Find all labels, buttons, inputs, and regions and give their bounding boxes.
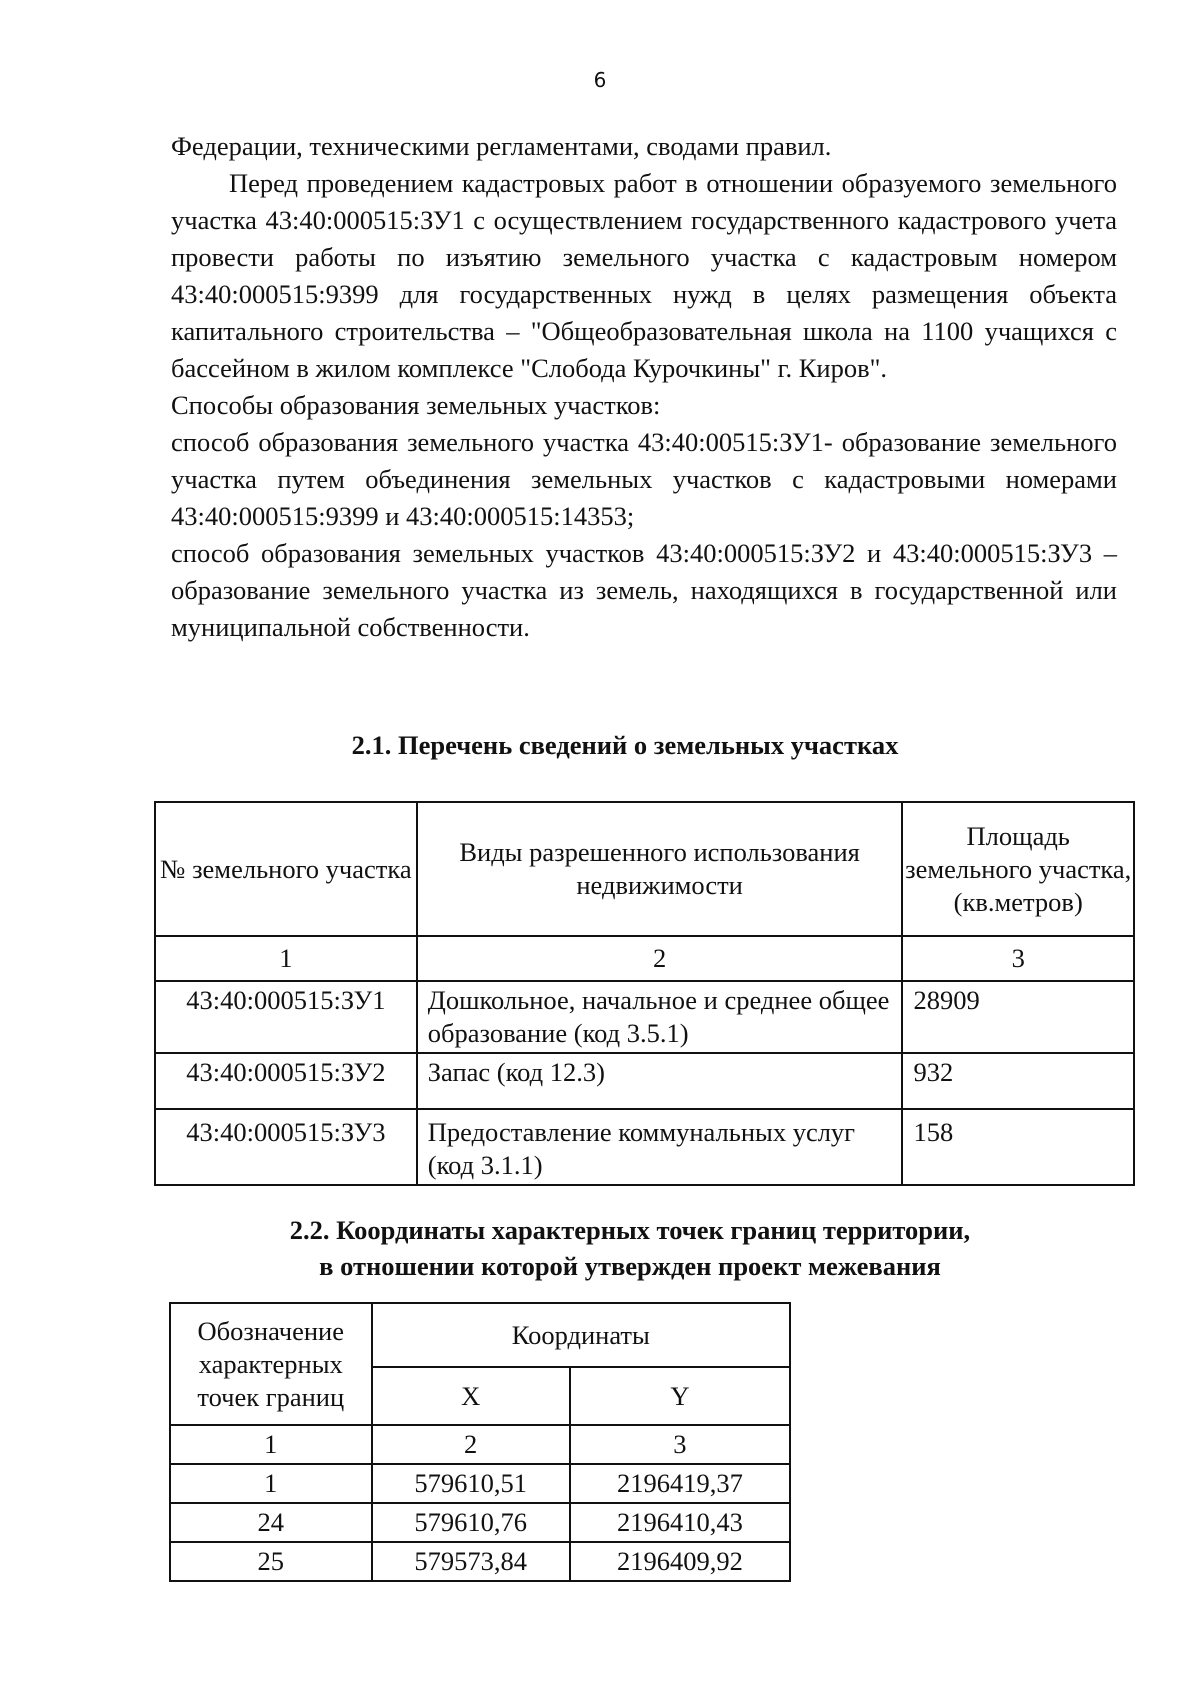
table2-title-line: 2.2. Координаты характерных точек границ территории, (289, 1215, 971, 1245)
plot-use: Дошкольное, начальное и среднее общее образование (код 3.5.1) (417, 981, 903, 1053)
header-permitted-use: Виды разрешенного использования недвижимости (417, 802, 903, 936)
point-y: 2196410,43 (570, 1503, 790, 1542)
column-number: 3 (570, 1425, 790, 1464)
point-id: 1 (170, 1464, 372, 1503)
table-row (155, 1109, 1134, 1185)
header-coordinates: Координаты (372, 1303, 790, 1367)
column-number: 1 (155, 936, 417, 981)
column-number-row (155, 936, 1134, 981)
paragraph: Перед проведением кадастровых работ в отношении образуемого земельного участка 43:40:000515:ЗУ1 с осуществлением государственного кадастрового учета провести работы по изъятию земельного участка с кадастровым номером 43:40:000515:9399 для государственных нужд в целях размещения объекта капитального строительства – "Общеобразовательная школа на 1100 учащихся с бассейном в жилом комплексе "Слобода Курочкины" г. Киров". (171, 168, 1117, 383)
paragraph: способ образования земельных участков 43:40:000515:ЗУ2 и 43:40:000515:ЗУ3 – образование земельного участка из земель, находящихся в государственной или муниципальной собственности. (171, 538, 1117, 642)
page-number: 6 (593, 68, 607, 92)
body-text (171, 128, 1117, 646)
point-x: 579573,84 (372, 1542, 570, 1581)
point-x: 579610,76 (372, 1503, 570, 1542)
plot-area: 158 (902, 1109, 1134, 1185)
header-x: X (372, 1367, 570, 1425)
point-id: 25 (170, 1542, 372, 1581)
point-x: 579610,51 (372, 1464, 570, 1503)
column-number-row (170, 1425, 790, 1464)
table-row (170, 1503, 790, 1542)
land-plots-table (154, 801, 1135, 1186)
column-number: 1 (170, 1425, 372, 1464)
paragraph: Способы образования земельных участков: (171, 390, 661, 420)
paragraph: Федерации, техническими регламентами, сводами правил. (171, 131, 832, 161)
plot-id: 43:40:000515:ЗУ2 (155, 1053, 417, 1109)
plot-use: Предоставление коммунальных услуг (код 3.1.1) (417, 1109, 903, 1185)
table-row (155, 1053, 1134, 1109)
point-y: 2196409,92 (570, 1542, 790, 1581)
column-number: 2 (417, 936, 903, 981)
point-id: 24 (170, 1503, 372, 1542)
plot-area: 932 (902, 1053, 1134, 1109)
header-y: Y (570, 1367, 790, 1425)
table-row (155, 981, 1134, 1053)
table2-title-line: в отношении которой утвержден проект межевания (319, 1251, 941, 1281)
plot-id: 43:40:000515:ЗУ1 (155, 981, 417, 1053)
table-row (170, 1542, 790, 1581)
table-row (170, 1464, 790, 1503)
point-y: 2196419,37 (570, 1464, 790, 1503)
plot-use: Запас (код 12.3) (417, 1053, 903, 1109)
table-header-row (170, 1303, 790, 1367)
table-header-row (155, 802, 1134, 936)
paragraph: способ образования земельного участка 43:40:00515:ЗУ1- образование земельного участка путем объединения земельных участков с кадастровыми номерами 43:40:000515:9399 и 43:40:000515:14353; (171, 427, 1117, 531)
header-plot-number: № земельного участка (155, 802, 417, 936)
column-number: 2 (372, 1425, 570, 1464)
header-points: Обозначение характерных точек границ (170, 1303, 372, 1425)
column-number: 3 (902, 936, 1134, 981)
plot-area: 28909 (902, 981, 1134, 1053)
coordinates-table (169, 1302, 791, 1582)
table2-title (0, 1212, 1200, 1284)
plot-id: 43:40:000515:ЗУ3 (155, 1109, 417, 1185)
header-area: Площадь земельного участка, (кв.метров) (902, 802, 1134, 936)
table1-title: 2.1. Перечень сведений о земельных участках (351, 730, 899, 760)
